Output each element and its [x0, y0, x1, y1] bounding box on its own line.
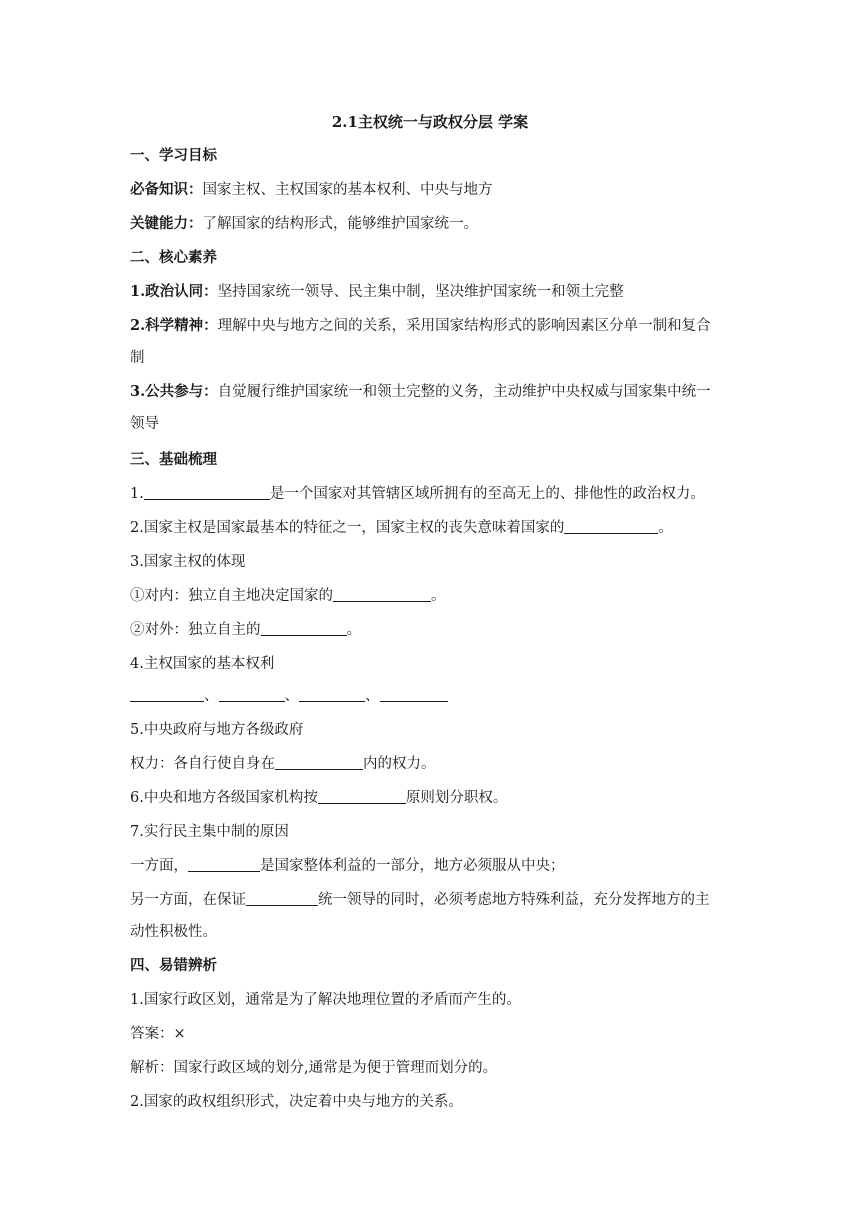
q6-end: 原则划分职权。: [405, 790, 508, 806]
literacy-label-3: 3.公共参与：: [130, 383, 218, 400]
separator: 、: [284, 688, 299, 704]
basics-q2: [130, 518, 673, 538]
basics-q5a: [130, 754, 436, 774]
q5a-text: 权力：各自行使自身在: [130, 756, 275, 772]
basics-q3a: [130, 586, 446, 606]
separator: 、: [204, 688, 219, 704]
goal-knowledge-label: 必备知识：: [130, 181, 203, 198]
q3b-text: ②对外：独立自主的: [130, 622, 261, 638]
literacy-item-2: [130, 316, 711, 336]
section-heading-literacy: 二、核心素养: [130, 249, 217, 266]
literacy-label-1: 1.政治认同：: [130, 283, 218, 300]
section-heading-errors: 四、易错辨析: [130, 957, 217, 974]
section-heading-goals: 一、学习目标: [130, 147, 217, 164]
fill-blank[interactable]: [380, 687, 448, 702]
goal-knowledge: [130, 180, 493, 200]
basics-q7: 7.实行民主集中制的原因: [130, 824, 289, 840]
literacy-text-1: 坚持国家统一领导、民主集中制，坚决维护国家统一和领土完整: [217, 284, 624, 300]
basics-q4-blanks: [130, 686, 448, 706]
fill-blank[interactable]: [261, 621, 347, 636]
basics-q4: 4.主权国家的基本权利: [130, 656, 275, 672]
q7b-text: 另一方面，在保证: [130, 892, 246, 908]
error-analysis-1: 解析：国家行政区域的划分,通常是为便于管理而划分的。: [130, 1060, 498, 1076]
fill-blank[interactable]: [333, 587, 431, 602]
q3a-text: ①对内：独立自主地决定国家的: [130, 588, 333, 604]
q3b-end: 。: [346, 622, 361, 638]
q2-text: 2.国家主权是国家最基本的特征之一，国家主权的丧失意味着国家的: [130, 520, 565, 536]
fill-blank[interactable]: [275, 755, 363, 770]
section-heading-basics: 三、基础梳理: [130, 451, 217, 468]
error-item-1: 1.国家行政区划，通常是为了解决地理位置的矛盾而产生的。: [130, 992, 521, 1008]
error-answer-1: 答案：×: [130, 1026, 186, 1042]
literacy-item-1: [130, 282, 624, 302]
fill-blank[interactable]: [299, 687, 365, 702]
goal-ability-text: 了解国家的结构形式，能够维护国家统一。: [202, 216, 478, 232]
fill-blank[interactable]: [318, 789, 406, 804]
q1-text: 是一个国家对其管辖区域所拥有的至高无上的、排他性的政治权力。: [269, 486, 705, 502]
q7b-end: 统一领导的同时，必须考虑地方特殊利益，充分发挥地方的主: [318, 892, 710, 908]
basics-q1: [130, 484, 705, 504]
goal-ability: [130, 214, 478, 234]
basics-q6: [130, 788, 507, 808]
document-title: 2.1主权统一与政权分层 学案: [331, 113, 529, 131]
literacy-label-2: 2.科学精神：: [130, 317, 218, 334]
q7a-text: 一方面，: [130, 858, 188, 874]
fill-blank[interactable]: [144, 485, 270, 500]
fill-blank[interactable]: [130, 687, 204, 702]
basics-q3: 3.国家主权的体现: [130, 554, 246, 570]
basics-q3b: [130, 620, 361, 640]
fill-blank[interactable]: [219, 687, 285, 702]
literacy-text-2: 理解中央与地方之间的关系，采用国家结构形式的影响因素区分单一制和复合: [217, 318, 711, 334]
q6-text: 6.中央和地方各级国家机构按: [130, 790, 318, 806]
basics-q5: 5.中央政府与地方各级政府: [130, 722, 304, 738]
q2-end: 。: [658, 520, 673, 536]
separator: 、: [365, 688, 380, 704]
goal-ability-label: 关键能力：: [130, 215, 203, 232]
q7a-end: 是国家整体利益的一部分，地方必须服从中央；: [260, 858, 565, 874]
basics-q7c: 动性积极性。: [130, 924, 217, 940]
fill-blank[interactable]: [246, 891, 318, 906]
basics-q7a: [130, 856, 565, 876]
literacy-text-3: 自觉履行维护国家统一和领土完整的义务，主动维护中央权威与国家集中统一: [217, 384, 711, 400]
q1-number: 1.: [130, 486, 144, 502]
q3a-end: 。: [431, 588, 446, 604]
basics-q7b: [130, 890, 710, 910]
literacy-text-2-cont: 制: [130, 350, 145, 366]
literacy-text-3-cont: 领导: [130, 416, 159, 432]
literacy-item-3: [130, 382, 711, 402]
q5a-end: 内的权力。: [363, 756, 436, 772]
error-item-2: 2.国家的政权组织形式，决定着中央与地方的关系。: [130, 1094, 463, 1110]
goal-knowledge-text: 国家主权、主权国家的基本权利、中央与地方: [202, 182, 493, 198]
fill-blank[interactable]: [188, 857, 260, 872]
fill-blank[interactable]: [564, 519, 658, 534]
